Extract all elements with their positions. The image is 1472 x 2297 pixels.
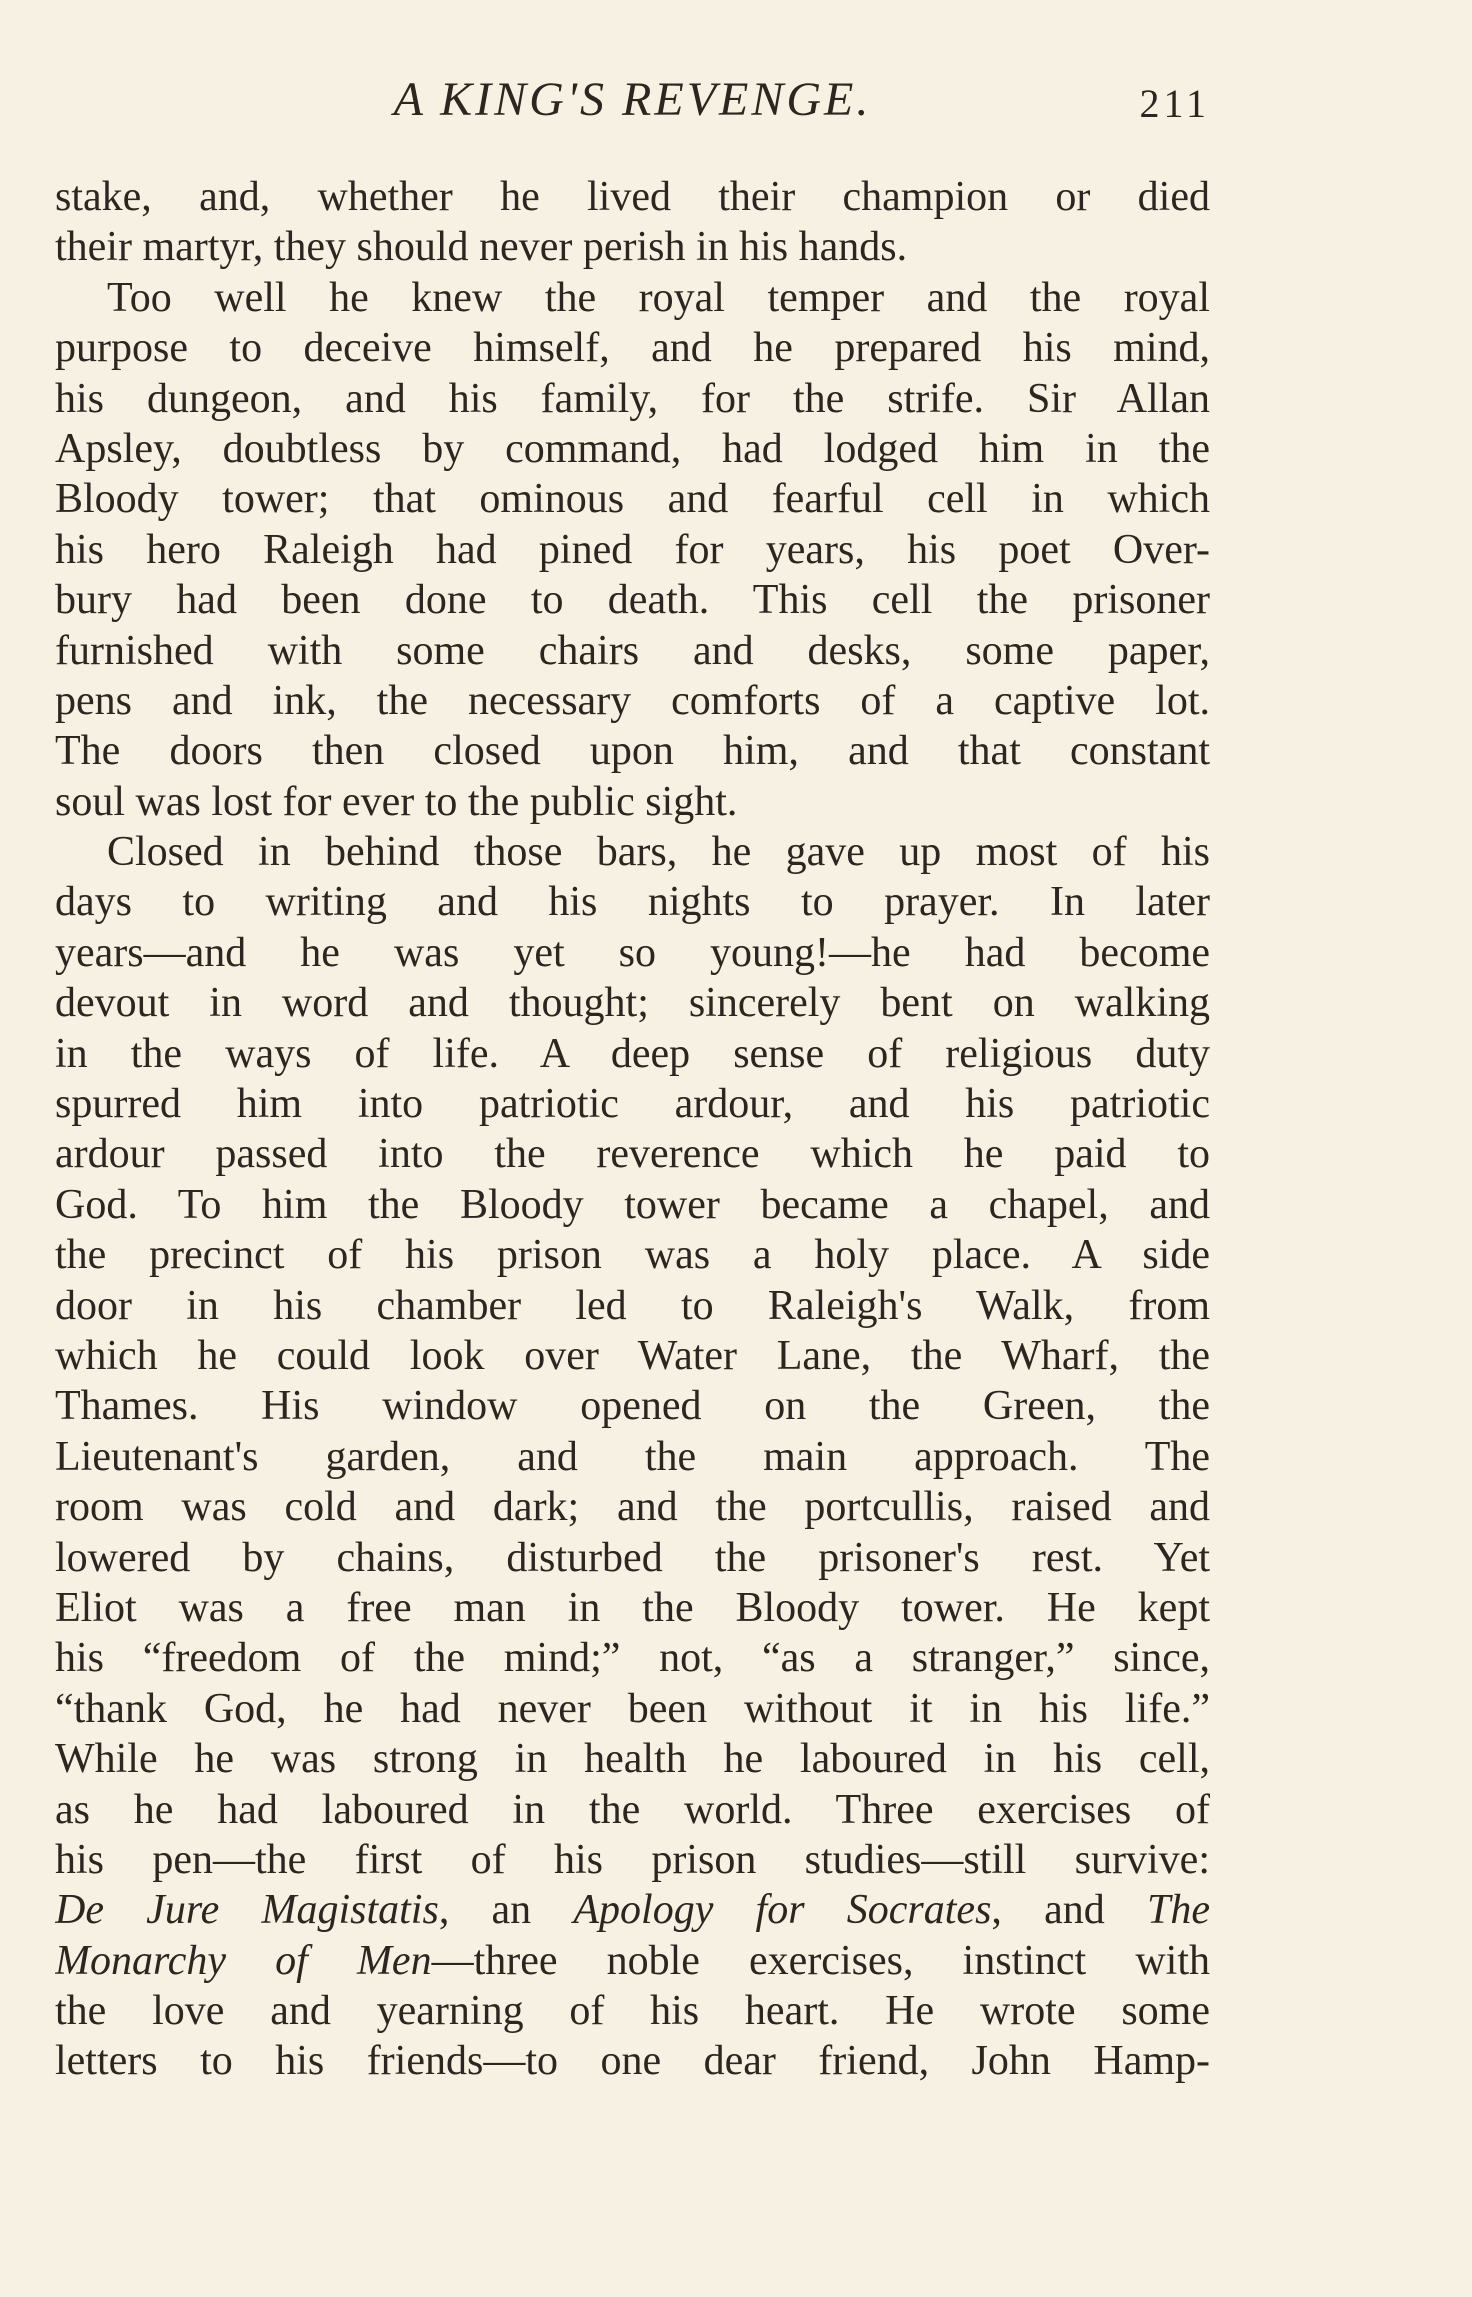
- text-line: God. To him the Bloody tower became a chapel, and: [55, 1181, 1210, 1228]
- text-line: the precinct of his prison was a holy place. A side: [55, 1232, 1210, 1279]
- text-line: furnished with some chairs and desks, some paper,: [55, 627, 1210, 674]
- running-head: [55, 70, 1210, 130]
- running-title: A KING'S REVENGE.: [393, 73, 872, 126]
- text-line-paragraph-start: Too well he knew the royal temper and the royal: [107, 274, 1210, 321]
- continuation-text: —three noble exercises, instinct with: [431, 1937, 1210, 1984]
- text-line: Apsley, doubtless by command, had lodged him in the: [55, 425, 1210, 472]
- text-line: which he could look over Water Lane, the Wharf, the: [55, 1332, 1210, 1379]
- text-line: soul was lost for ever to the public sight.: [55, 778, 738, 825]
- text-line: days to writing and his nights to prayer. In later: [55, 879, 1210, 926]
- text-line: stake, and, whether he lived their champion or died: [55, 174, 1210, 220]
- body-text: [55, 172, 1210, 2087]
- separator-text: , an: [438, 1887, 574, 1934]
- text-line: Bloody tower; that ominous and fearful cell in which: [55, 476, 1210, 523]
- text-line: in the ways of life. A deep sense of religious duty: [55, 1030, 1210, 1077]
- text-line: door in his chamber led to Raleigh's Walk, from: [55, 1282, 1210, 1329]
- separator-text: , and: [991, 1887, 1147, 1934]
- text-line: his dungeon, and his family, for the strife. Sir Allan: [55, 375, 1210, 422]
- text-line: as he had laboured in the world. Three exercises of: [55, 1786, 1210, 1833]
- text-line: ardour passed into the reverence which he paid to: [55, 1131, 1210, 1178]
- text-line: their martyr, they should never perish in his hands.: [55, 224, 908, 271]
- text-line: “thank God, he had never been without it in his life.”: [55, 1685, 1210, 1732]
- text-line-titles: [55, 1885, 1210, 1935]
- text-line: room was cold and dark; and the portcullis, raised and: [55, 1484, 1210, 1531]
- page-number: 211: [1139, 81, 1210, 126]
- text-line: bury had been done to death. This cell the prisoner: [55, 577, 1210, 624]
- text-line: Eliot was a free man in the Bloody tower. He kept: [55, 1584, 1210, 1631]
- text-line: Thames. His window opened on the Green, the: [55, 1383, 1210, 1430]
- text-line: Lieutenant's garden, and the main approach. The: [55, 1433, 1210, 1480]
- text-line: The doors then closed upon him, and that constant: [55, 728, 1210, 775]
- text-line: the love and yearning of his heart. He wrote some: [55, 1988, 1210, 2035]
- text-line: his “freedom of the mind;” not, “as a stranger,” since,: [55, 1635, 1210, 1682]
- text-line: purpose to deceive himself, and he prepared his mind,: [55, 325, 1210, 372]
- text-line-paragraph-start: Closed in behind those bars, he gave up most of his: [107, 829, 1210, 876]
- title-apology-for-socrates: Apology for Socrates: [573, 1887, 992, 1934]
- text-line: spurred him into patriotic ardour, and his patriotic: [55, 1081, 1210, 1128]
- text-line: devout in word and thought; sincerely bent on walking: [55, 980, 1210, 1027]
- text-line: years—and he was yet so young!—he had become: [55, 929, 1210, 976]
- text-line: pens and ink, the necessary comforts of a captive lot.: [55, 677, 1210, 724]
- title-de-jure-magistatis: De Jure Magistatis: [55, 1887, 439, 1934]
- text-line: lowered by chains, disturbed the prisoner's rest. Yet: [55, 1534, 1210, 1581]
- title-the: The: [1146, 1887, 1210, 1934]
- text-line: his pen—the first of his prison studies—still survive:: [55, 1836, 1210, 1883]
- text-line: While he was strong in health he laboured in his cell,: [55, 1736, 1210, 1783]
- title-monarchy-of-men: Monarchy of Men: [55, 1937, 432, 1984]
- text-line-titles: [55, 1936, 1210, 1986]
- text-line: letters to his friends—to one dear friend, John Hamp-: [55, 2038, 1210, 2085]
- text-line: his hero Raleigh had pined for years, his poet Over-: [55, 526, 1210, 573]
